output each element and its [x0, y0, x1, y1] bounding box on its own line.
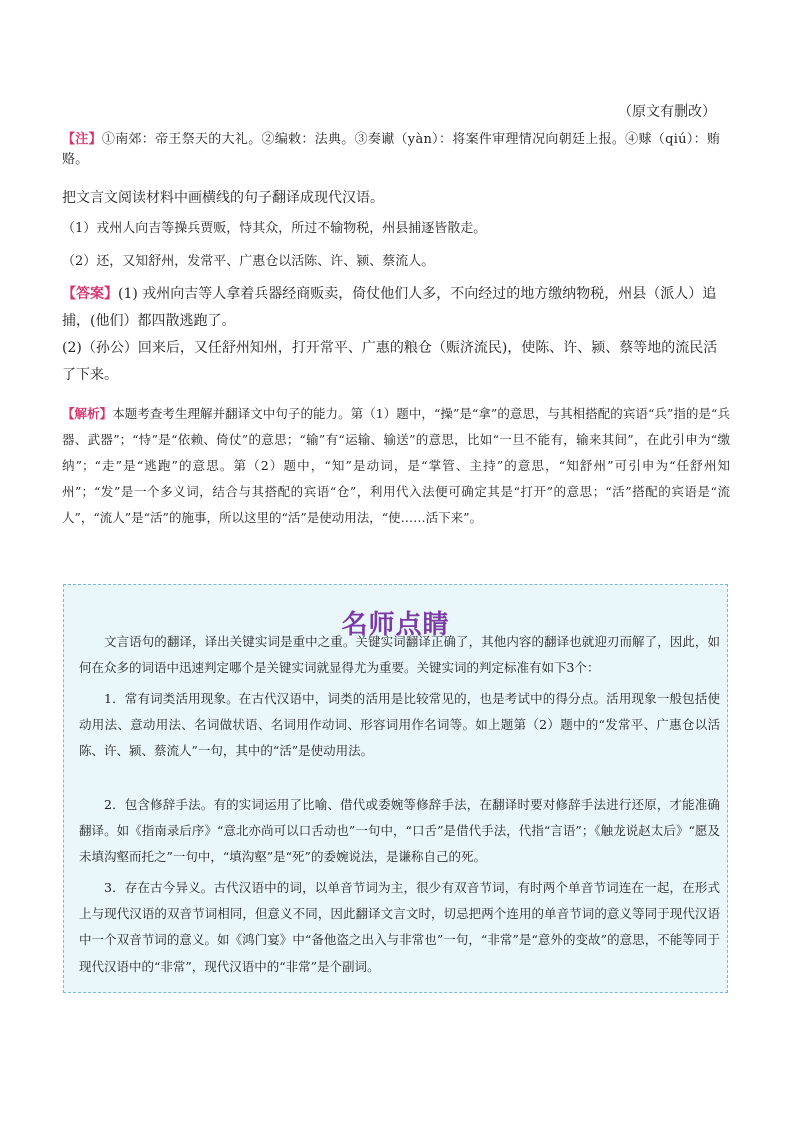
question-prompt: 把文言文阅读材料中画横线的句子翻译成现代汉语。: [62, 190, 384, 206]
question-item-2: （2）还，又知舒州，发常平、广惠仓以活陈、许、颍、蔡流人。: [62, 254, 435, 269]
note-tag: 【注】: [62, 132, 102, 147]
answer-line-1: (1) 戎州向吉等人拿着兵器经商贩卖，倚仗他们人多，不向经过的地方缴纳物税，州县（派人）追捕，(他们）都四散逃跑了。: [62, 286, 717, 329]
answer-line-2: (2)（孙公）回来后，又任舒州知州，打开常平、广惠的粮仓（赈济流民)，使陈、许、颍、蔡等地的流民活了下来。: [62, 340, 718, 383]
question-item-1: （1）戎州人向吉等操兵贾贩，恃其众，所过不输物税，州县捕逐皆散走。: [62, 221, 487, 236]
tips-paragraph-1: 1．常有词类活用现象。在古代汉语中，词类的活用是比较常见的，也是考试中的得分点。活用现象一般包括使动用法、意动用法、名词做状语、名词用作动词、形容词用作名词等。如上题第（2）题中的“发常平、广惠仓以活陈、许、颍、蔡流人”一句，其中的“活”是使动用法。: [79, 691, 720, 759]
analysis-tag: 【解析】: [62, 406, 113, 421]
note-text: ①南郊：帝王祭天的大礼。②编敕：法典。③奏谳（yàn）：将案件审理情况向朝廷上报。④赇（qiú）：贿赂。: [62, 132, 721, 167]
analysis-section: [62, 401, 730, 531]
tips-paragraph-2: 2．包含修辞手法。有的实词运用了比喻、借代或委婉等修辞手法，在翻译时要对修辞手法进行还原，才能准确翻译。如《指南录后序》“意北亦尚可以口舌动也”一句中，“口舌”是借代手法，代指“言语”；《触龙说赵太后》“愿及未填沟壑而托之”一句中，“填沟壑”是“死”的委婉说法，是谦称自己的死。: [79, 797, 720, 865]
annotation-note: [62, 130, 730, 170]
answer-tag: 【答案】: [62, 286, 118, 302]
tips-paragraph-3: 3．存在古今异义。古代汉语中的词，以单音节词为主，很少有双音节词，有时两个单音节词连在一起，在形式上与现代汉语的双音节词相同，但意义不同，因此翻译文言文时，切忌把两个连用的单音节词的意义等同于现代汉语中一个双音节词的意义。如《鸿门宴》中“备他盗之出入与非常也”一句，“非常”是“意外的变故”的意思，不能等同于现代汉语中的“非常”，现代汉语中的“非常”是个副词。: [79, 880, 720, 974]
source-note: （原文有删改）: [618, 104, 716, 120]
analysis-text: 本题考查考生理解并翻译文中句子的能力。第（1）题中，“操”是“拿”的意思，与其相搭配的宾语“兵”指的是“兵器、武器”；“恃”是“依赖、倚仗”的意思；“输”有“运输、输送”的意思，比如“一旦不能有，输来其间”，在此引申为“缴纳”；“走”是“逃跑”的意思。第（2）题中，“知”是动词，是“掌管、主持”的意思，“知舒州”可引申为“任舒州知州”；“发”是一个多义词，结合与其搭配的宾语“仓”，利用代入法便可确定其是“打开”的意思；“活”搭配的宾语是“流人”，“流人”是“活”的施事，所以这里的“活”是使动用法，“使……活下来”。: [62, 406, 730, 525]
answer-section: [62, 281, 730, 389]
tips-box-title: 名师点睛: [341, 610, 450, 640]
tips-paragraph-intro: 文言语句的翻译，译出关键实词是重中之重。关键实词翻译正确了，其他内容的翻译也就迎刃而解了，因此，如何在众多的词语中迅速判定哪个是关键实词就显得尤为重要。关键实词的判定标准有如下3个：: [79, 634, 720, 676]
